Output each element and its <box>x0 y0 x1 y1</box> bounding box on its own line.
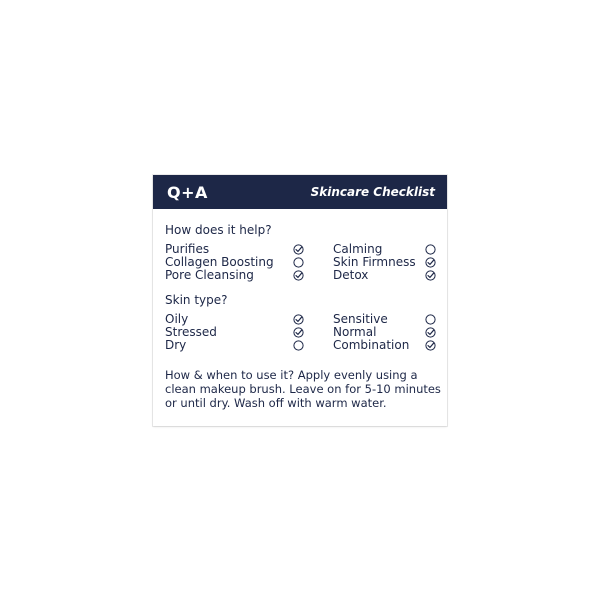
help-item <box>333 269 443 282</box>
product-box <box>153 175 447 426</box>
help-item-label: Skin Firmness <box>333 255 416 269</box>
skin-item <box>165 339 315 352</box>
skin-item-label: Oily <box>165 312 189 326</box>
help-item <box>165 269 315 282</box>
skin-item-label: Dry <box>165 338 187 352</box>
help-item-label: Pore Cleansing <box>165 268 254 282</box>
check-circle-icon <box>293 244 304 255</box>
empty-circle-icon <box>425 314 436 325</box>
check-circle-icon <box>425 257 436 268</box>
check-circle-icon <box>425 270 436 281</box>
help-item-label: Detox <box>333 268 369 282</box>
help-item-label: Calming <box>333 242 383 256</box>
brand-logo: Q+A <box>167 183 208 202</box>
check-circle-icon <box>293 327 304 338</box>
check-circle-icon <box>293 270 304 281</box>
empty-circle-icon <box>425 244 436 255</box>
skin-section-title: Skin type? <box>165 293 228 307</box>
usage-instructions: How & when to use it? Apply evenly using a clean makeup brush. Leave on for 5-10 minutes or until dry. Wash off with warm water. <box>165 368 441 410</box>
empty-circle-icon <box>293 340 304 351</box>
skin-item <box>333 339 443 352</box>
skin-item-label: Normal <box>333 325 377 339</box>
skin-item-label: Combination <box>333 338 410 352</box>
check-circle-icon <box>293 314 304 325</box>
check-circle-icon <box>425 327 436 338</box>
help-item-label: Collagen Boosting <box>165 255 274 269</box>
check-circle-icon <box>425 340 436 351</box>
help-item-label: Purifies <box>165 242 210 256</box>
skin-item <box>165 326 315 339</box>
empty-circle-icon <box>293 257 304 268</box>
skin-item-label: Sensitive <box>333 312 388 326</box>
header-bar <box>153 175 447 209</box>
skin-item-label: Stressed <box>165 325 217 339</box>
help-section-title: How does it help? <box>165 223 272 237</box>
checklist-title: Skincare Checklist <box>310 185 435 199</box>
